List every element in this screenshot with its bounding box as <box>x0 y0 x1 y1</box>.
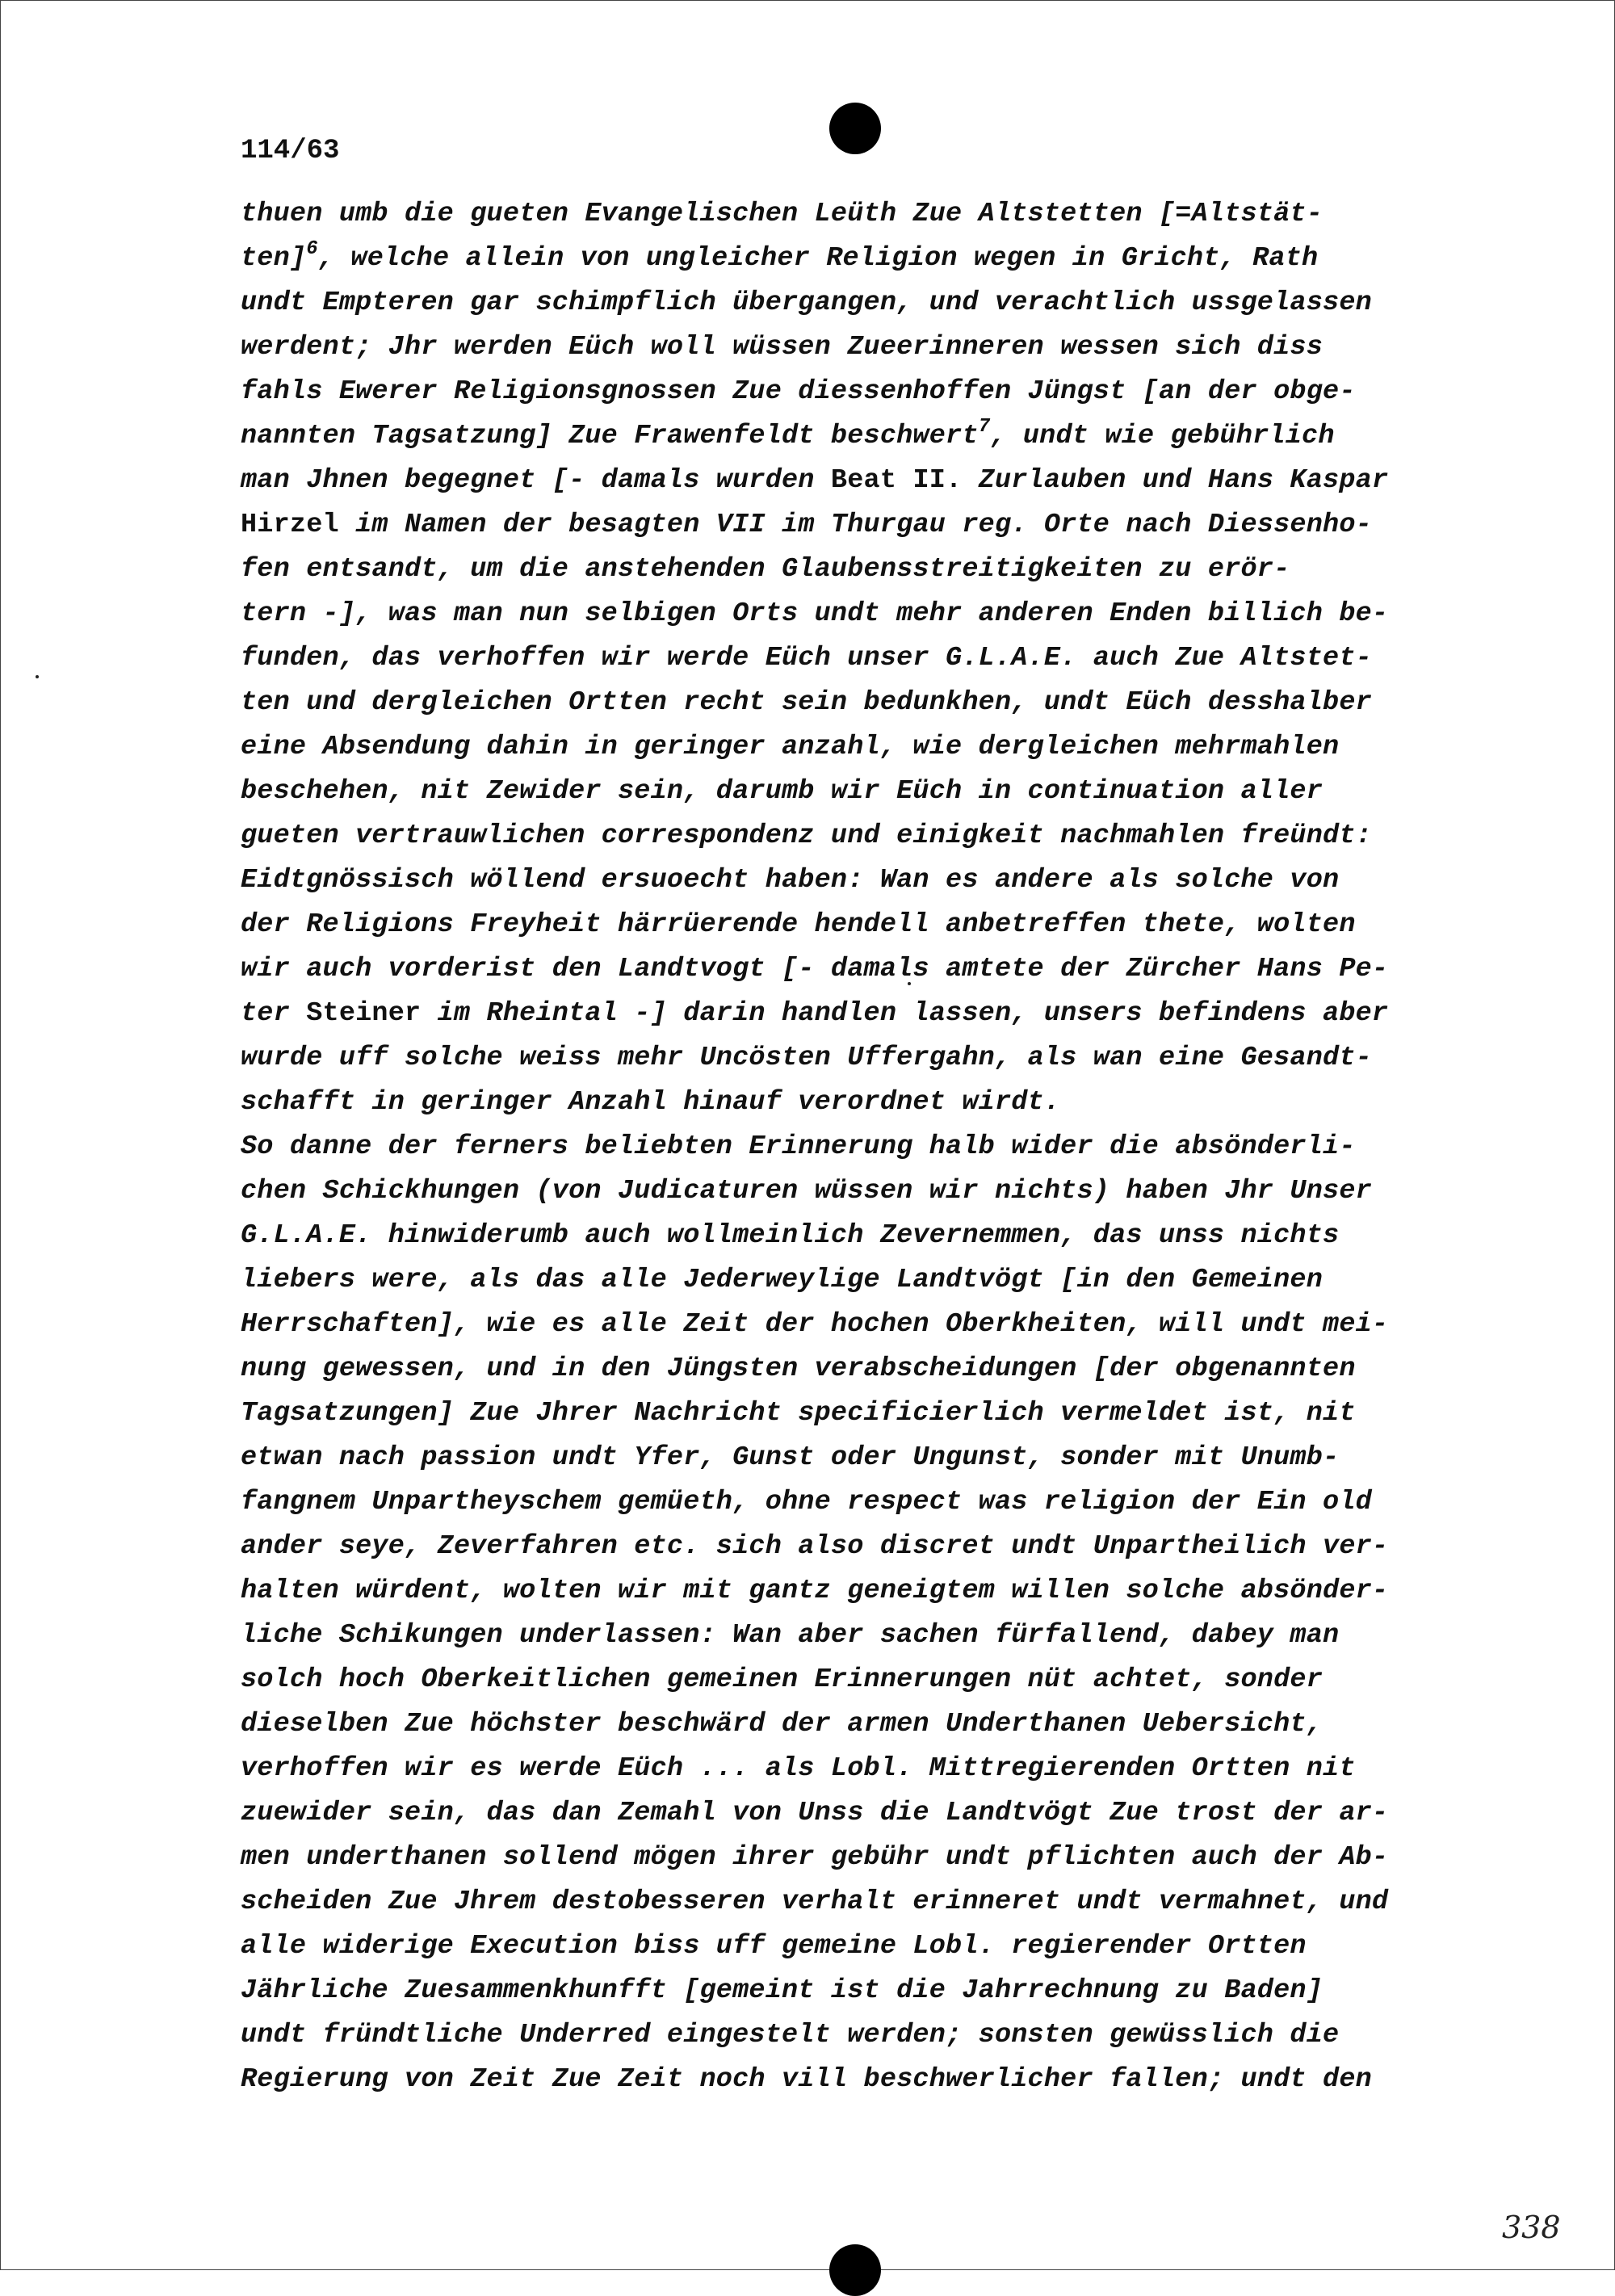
text-line <box>241 1036 1500 1081</box>
text-segment: men underthanen sollend mögen ihrer gebühr undt pflichten auch der Ab- <box>241 1842 1389 1873</box>
text-segment: solch hoch Oberkeitlichen gemeinen Erinnerungen nüt achtet, sonder <box>241 1664 1323 1695</box>
text-line <box>241 1214 1500 1258</box>
text-segment: G.L.A.E. hinwiderumb auch wollmeinlich Zevernemmen, das unss nichts <box>241 1220 1340 1251</box>
text-segment: fen entsandt, um die anstehenden Glaubensstreitigkeiten zu erör- <box>241 554 1290 585</box>
text-line <box>241 503 1500 548</box>
text-line <box>241 858 1500 903</box>
text-segment: im Rheintal -] darin handlen lassen, unsers befindens aber <box>421 998 1389 1029</box>
text-line <box>241 1258 1500 1303</box>
text-line <box>241 592 1500 636</box>
text-line <box>241 1836 1500 1880</box>
text-segment: undt Empteren gar schimpflich übergangen, und verachtlich ussgelassen <box>241 288 1372 318</box>
text-line <box>241 1969 1500 2013</box>
footnote-ref: 7 <box>978 416 991 438</box>
text-line <box>241 1081 1500 1125</box>
archive-mark: 338 <box>1502 2210 1561 2245</box>
text-segment: Zurlauben und Hans Kaspar <box>962 465 1389 496</box>
text-segment: verhoffen wir es werde Eüch ... als Lobl. Mittregierenden Ortten nit <box>241 1753 1356 1784</box>
text-line <box>241 947 1500 992</box>
punch-hole-top <box>829 103 881 154</box>
text-segment: etwan nach passion undt Yfer, Gunst oder Ungunst, sonder mit Unumb- <box>241 1442 1340 1473</box>
text-segment: beschehen, nit Zewider sein, darumb wir Eüch in continuation aller <box>241 776 1323 807</box>
text-line <box>241 325 1500 370</box>
text-line <box>241 459 1500 503</box>
name-emphasis: Steiner <box>306 998 422 1029</box>
text-line <box>241 2013 1500 2058</box>
text-line <box>241 1925 1500 1969</box>
text-line <box>241 1436 1500 1480</box>
text-segment: dieselben Zue höchster beschwärd der armen Underthanen Uebersicht, <box>241 1709 1323 1740</box>
text-segment: tern -], was man nun selbigen Orts undt mehr anderen Enden billich be- <box>241 598 1389 629</box>
text-segment: der Religions Freyheit härrüerende hendell anbetreffen thete, wolten <box>241 909 1356 940</box>
text-segment: fahls Ewerer Religionsgnossen Zue diessenhoffen Jüngst [an der obge- <box>241 376 1356 407</box>
text-segment: im Namen der besagten VII im Thurgau reg. Orte nach Diessenho- <box>338 510 1372 540</box>
text-segment: chen Schickhungen (von Judicaturen wüssen wir nichts) haben Jhr Unser <box>241 1176 1372 1207</box>
footnote-ref: 6 <box>306 238 318 260</box>
text-line <box>241 1569 1500 1614</box>
text-line <box>241 1391 1500 1436</box>
text-line <box>241 2058 1500 2102</box>
text-line <box>241 1125 1500 1169</box>
text-line <box>241 1658 1500 1702</box>
text-segment: Tagsatzungen] Zue Jhrer Nachricht specificierlich vermeldet ist, nit <box>241 1398 1356 1429</box>
text-segment: fangnem Unpartheyschem gemüeth, ohne respect was religion der Ein old <box>241 1487 1372 1517</box>
name-emphasis: Hirzel <box>241 510 339 540</box>
text-line <box>241 1880 1500 1925</box>
text-line <box>241 237 1500 281</box>
text-line <box>241 1614 1500 1658</box>
text-segment: alle widerige Execution biss uff gemeine Lobl. regierender Ortten <box>241 1931 1307 1962</box>
text-segment: wir auch vorderist den Landtvogt [- damals amtete der Zürcher Hans Pe- <box>241 954 1389 984</box>
text-segment: , undt wie gebührlich <box>990 421 1335 451</box>
text-segment: Regierung von Zeit Zue Zeit noch vill beschwerlicher fallen; undt den <box>241 2064 1372 2095</box>
punch-hole-bottom <box>829 2244 881 2296</box>
text-segment: wurde uff solche weiss mehr Uncösten Uffergahn, als wan eine Gesandt- <box>241 1043 1372 1073</box>
text-segment: halten würdent, wolten wir mit gantz geneigtem willen solche absönder- <box>241 1576 1389 1606</box>
text-segment: man Jhnen begegnet [- damals wurden <box>241 465 831 496</box>
text-line <box>241 1347 1500 1391</box>
name-emphasis: Beat II. <box>830 465 963 496</box>
text-segment: Jährliche Zuesammenkhunfft [gemeint ist die Jahrrechnung zu Baden] <box>241 1975 1323 2006</box>
text-line <box>241 281 1500 325</box>
text-segment: funden, das verhoffen wir werde Eüch unser G.L.A.E. auch Zue Altstet- <box>241 643 1372 674</box>
page-number: 114/63 <box>241 136 340 166</box>
text-line <box>241 370 1500 414</box>
text-segment: schafft in geringer Anzahl hinauf verordnet wirdt. <box>241 1087 1061 1118</box>
text-segment: thuen umb die gueten Evangelischen Leüth Zue Altstetten [=Altstät- <box>241 199 1323 229</box>
text-segment: scheiden Zue Jhrem destobesseren verhalt erinneret undt vermahnet, und <box>241 1887 1389 1917</box>
text-segment: liche Schikungen underlassen: Wan aber sachen fürfallend, dabey man <box>241 1620 1340 1651</box>
text-line <box>241 1480 1500 1525</box>
text-segment: ander seye, Zeverfahren etc. sich also discret undt Unpartheilich ver- <box>241 1531 1389 1562</box>
text-line <box>241 725 1500 770</box>
text-segment: , welche allein von ungleicher Religion wegen in Gricht, Rath <box>317 243 1319 274</box>
text-segment: liebers were, als das alle Jederweylige Landtvögt [in den Gemeinen <box>241 1265 1323 1295</box>
text-segment: eine Absendung dahin in geringer anzahl, wie dergleichen mehrmahlen <box>241 732 1340 762</box>
text-line <box>241 414 1500 459</box>
text-segment: werdent; Jhr werden Eüch woll wüssen Zueerinneren wessen sich diss <box>241 332 1323 363</box>
text-line <box>241 681 1500 725</box>
text-line <box>241 1747 1500 1791</box>
text-line <box>241 1303 1500 1347</box>
text-line <box>241 1702 1500 1747</box>
text-line <box>241 1525 1500 1569</box>
text-segment: zuewider sein, das dan Zemahl von Unss die Landtvögt Zue trost der ar- <box>241 1798 1389 1828</box>
text-line <box>241 636 1500 681</box>
text-line <box>241 992 1500 1036</box>
text-segment: nung gewessen, und in den Jüngsten verabscheidungen [der obgenannten <box>241 1354 1356 1384</box>
text-segment: nannten Tagsatzung] Zue Frawenfeldt beschwert <box>241 421 979 451</box>
text-segment: ten] <box>241 243 307 274</box>
text-segment: Herrschaften], wie es alle Zeit der hochen Oberkheiten, will undt mei- <box>241 1309 1389 1340</box>
document-body <box>241 192 1500 2102</box>
text-segment: So danne der ferners beliebten Erinnerung halb wider die absönderli- <box>241 1131 1356 1162</box>
text-segment: ten und dergleichen Ortten recht sein bedunkhen, undt Eüch desshalber <box>241 687 1372 718</box>
scan-speck <box>36 675 39 678</box>
text-line <box>241 192 1500 237</box>
text-line <box>241 903 1500 947</box>
text-line <box>241 1791 1500 1836</box>
text-segment: ter <box>241 998 307 1029</box>
text-line <box>241 770 1500 814</box>
text-line <box>241 1169 1500 1214</box>
text-segment: gueten vertrauwlichen correspondenz und einigkeit nachmahlen freündt: <box>241 821 1372 851</box>
text-segment: undt fründtliche Underred eingestelt werden; sonsten gewüsslich die <box>241 2020 1340 2050</box>
text-line <box>241 548 1500 592</box>
text-line <box>241 814 1500 858</box>
text-segment: Eidtgnössisch wöllend ersuoecht haben: Wan es andere als solche von <box>241 865 1340 896</box>
